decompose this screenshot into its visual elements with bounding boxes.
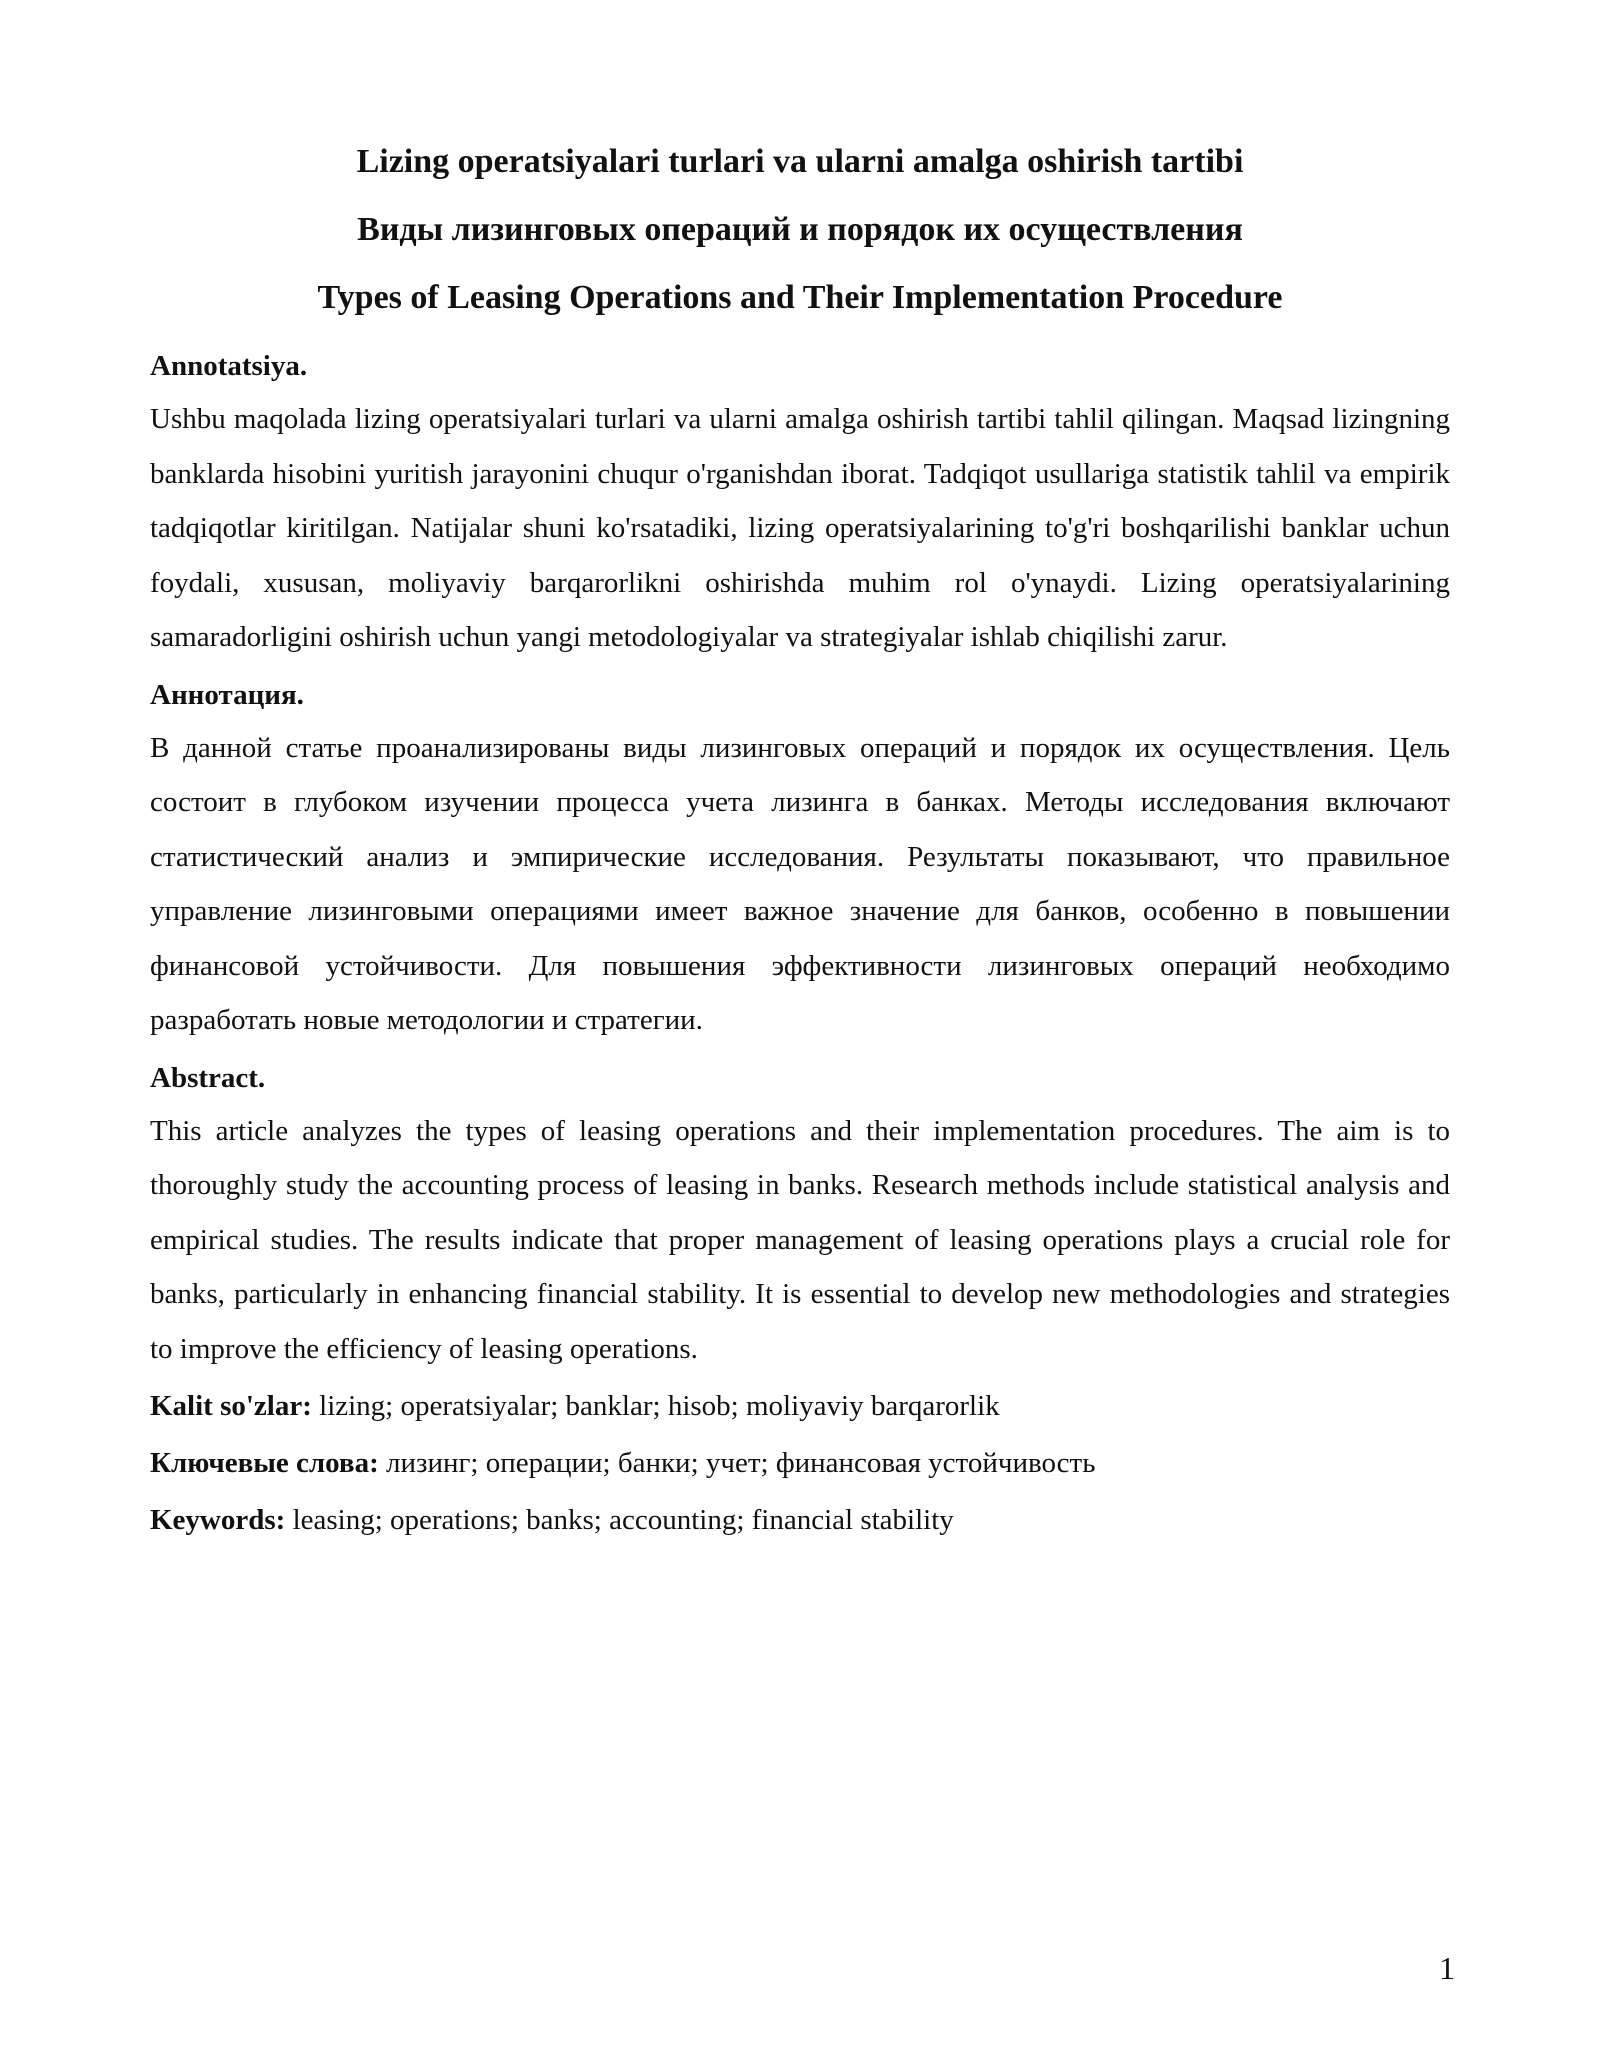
keywords-en-label: Keywords:	[150, 1504, 286, 1536]
abstract-uz-heading: Annotatsiya.	[150, 350, 308, 382]
title-english: Types of Leasing Operations and Their Implementation Procedure	[317, 279, 1283, 316]
keywords-ru-label: Ключевые слова:	[150, 1447, 379, 1479]
abstract-uz-text: Ushbu maqolada lizing operatsiyalari turlari va ularni amalga oshirish tartibi tahlil qilingan. Maqsad lizingning banklarda hisobini yuritish jarayonini chuqur o'rganishdan iborat. Tadqiqot usullariga statistik tahlil va empirik tadqiqotlar kiritilgan. Natijalar shuni ko'rsatadiki, lizing operatsiyalarining to'g'ri boshqarilishi banklar uchun foydali, xususan, moliyaviy barqarorlikni oshirishda muhim rol o'ynaydi. Lizing operatsiyalarining samaradorligini oshirish uchun yangi metodologiyalar va strategiyalar ishlab chiqilishi zarur.	[150, 403, 1450, 653]
title-uzbek: Lizing operatsiyalari turlari va ularni amalga oshirish tartibi	[356, 143, 1244, 180]
abstract-en-text: This article analyzes the types of leasing operations and their implementation procedures. The aim is to thoroughly study the accounting process of leasing in banks. Research methods include statistical analysis and empirical studies. The results indicate that proper management of leasing operations plays a crucial role for banks, particularly in enhancing financial stability. It is essential to develop new methodologies and strategies to improve the efficiency of leasing operations.	[150, 1114, 1450, 1365]
abstract-en-heading: Abstract.	[150, 1061, 266, 1094]
keywords-ru-value: лизинг; операции; банки; учет; финансовая устойчивость	[378, 1447, 1096, 1479]
title-russian: Виды лизинговых операций и порядок их осуществления	[357, 211, 1243, 248]
keywords-uz	[150, 1386, 1450, 1426]
abstract-ru-text: В данной статье проанализированы виды лизинговых операций и порядок их осуществления. Цель состоит в глубоком изучении процесса учета лизинга в банках. Методы исследования включают статистический анализ и эмпирические исследования. Результаты показывают, что правильное управление лизинговыми операциями имеет важное значение для банков, особенно в повышении финансовой устойчивости. Для повышения эффективности лизинговых операций необходимо разработать новые методологии и стратегии.	[150, 731, 1450, 1036]
page-number: 1	[1439, 1950, 1455, 1986]
keywords-uz-label: Kalit so'zlar:	[150, 1390, 312, 1422]
keywords-en	[150, 1500, 1450, 1540]
page-content	[150, 140, 1450, 1557]
keywords-en-value: leasing; operations; banks; accounting; financial stability	[285, 1504, 954, 1536]
abstract-ru-heading: Аннотация.	[150, 678, 304, 711]
keywords-uz-value: lizing; operatsiyalar; banklar; hisob; moliyaviy barqarorlik	[311, 1390, 1000, 1422]
keywords-ru	[150, 1443, 1450, 1483]
